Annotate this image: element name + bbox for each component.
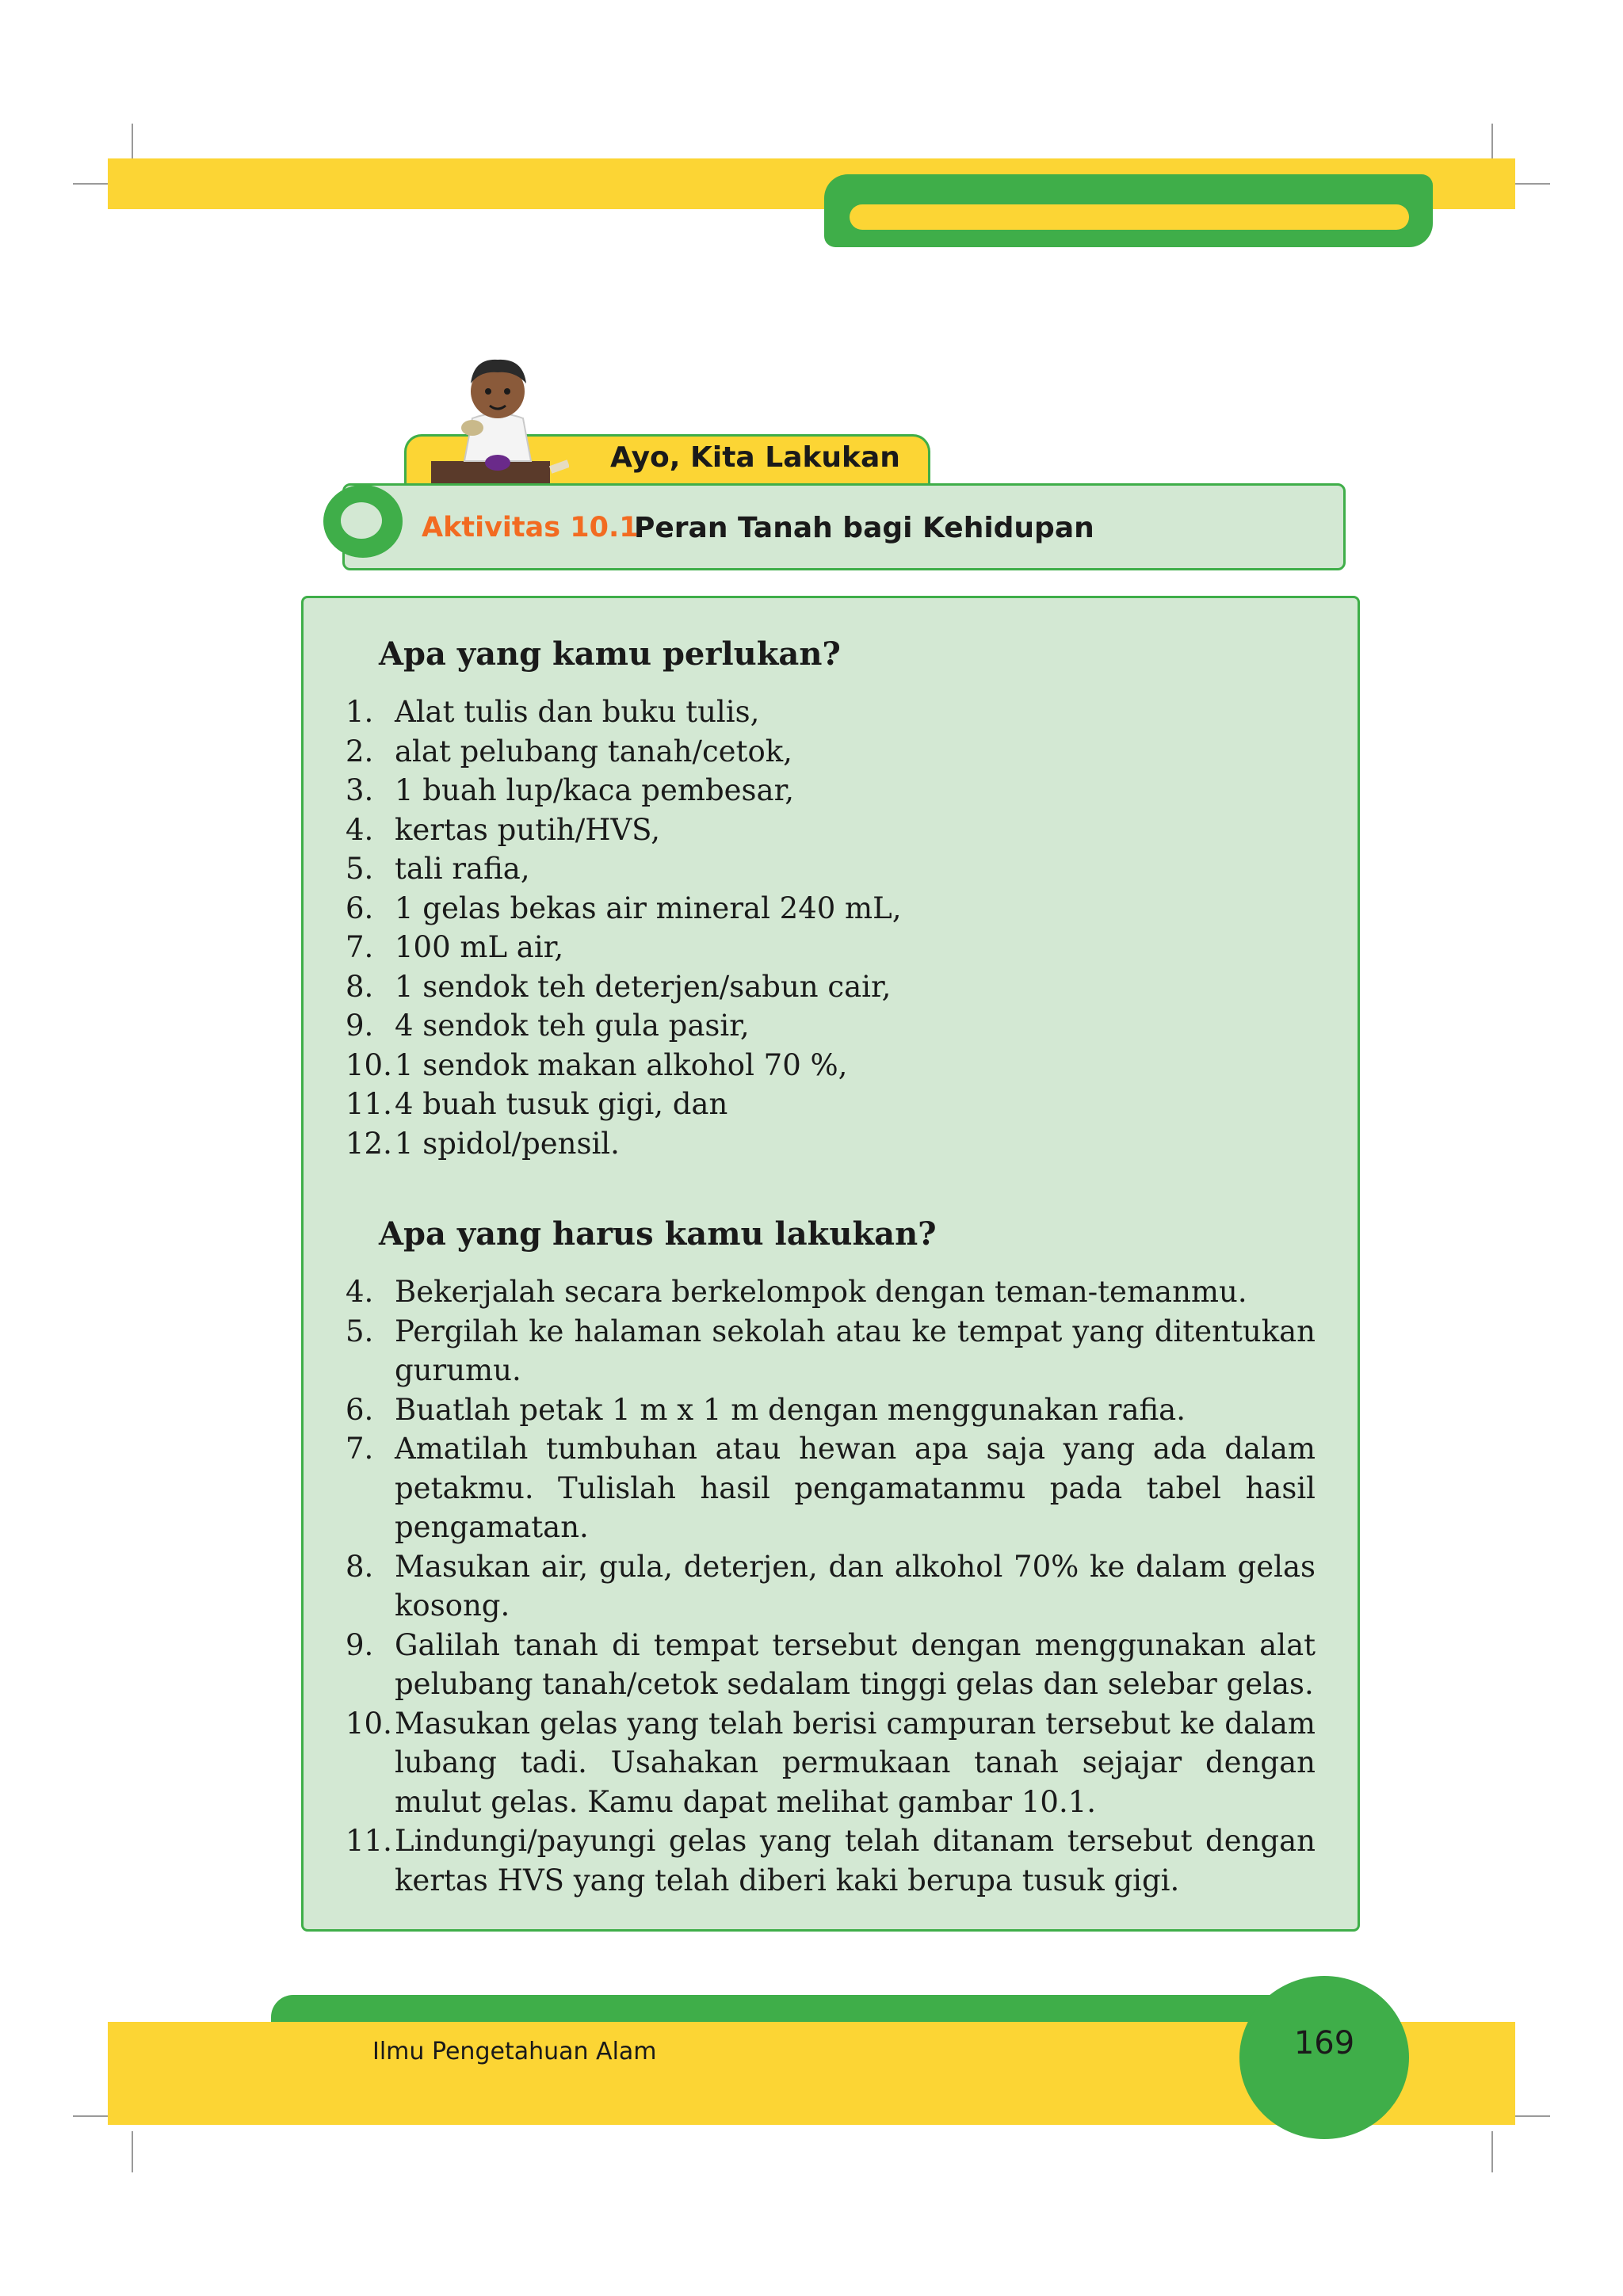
list-item-text: 100 mL air,: [395, 930, 564, 964]
activity-bullet-inner: [341, 502, 382, 539]
list-item: [346, 1821, 1316, 1900]
list-item: [346, 967, 1316, 1007]
list-item-text: Lindungi/payungi gelas yang telah ditanam tersebut dengan kertas HVS yang telah diberi kaki berupa tusuk gigi.: [395, 1824, 1316, 1897]
list-item-number: 9.: [346, 1009, 374, 1043]
list-item-text: 1 spidol/pensil.: [395, 1126, 620, 1161]
list-item-text: Galilah tanah di tempat tersebut dengan menggunakan alat pelubang tanah/cetok sedalam tinggi gelas dan selebar gelas.: [395, 1627, 1316, 1701]
list-item: [346, 1272, 1316, 1312]
list-item-text: 1 gelas bekas air mineral 240 mL,: [395, 891, 902, 925]
steps-list: [346, 1272, 1316, 1900]
list-item-number: 5.: [346, 1314, 374, 1348]
list-item-number: 7.: [346, 1432, 374, 1466]
crop-mark: [1512, 183, 1550, 185]
list-item: [346, 1312, 1316, 1390]
student-illustration: [426, 342, 569, 483]
list-item-text: 1 buah lup/kaca pembesar,: [395, 773, 794, 807]
list-item-number: 4.: [346, 1275, 374, 1309]
needs-list: [346, 692, 1316, 1163]
list-item-number: 6.: [346, 1392, 374, 1427]
list-item: [346, 849, 1316, 889]
activity-title: Peran Tanah bagi Kehidupan: [634, 512, 1094, 544]
crop-mark: [73, 183, 111, 185]
list-item: [346, 1124, 1316, 1164]
list-item-text: 4 sendok teh gula pasir,: [395, 1009, 750, 1043]
list-item: [346, 1085, 1316, 1124]
list-item: [346, 692, 1316, 732]
list-item: [346, 1626, 1316, 1704]
list-item-text: Bekerjalah secara berkelompok dengan teman-temanmu.: [395, 1275, 1247, 1309]
activity-number: Aktivitas 10.1: [422, 512, 639, 543]
list-item-number: 9.: [346, 1627, 374, 1662]
list-item-number: 11.: [346, 1824, 392, 1858]
list-item: [346, 810, 1316, 850]
list-item: [346, 1390, 1316, 1430]
list-item-number: 12.: [346, 1126, 392, 1161]
page-number: 169: [1293, 2025, 1355, 2061]
list-item-text: alat pelubang tanah/cetok,: [395, 734, 792, 769]
list-item: [346, 1704, 1316, 1822]
list-item-number: 10.: [346, 1047, 392, 1082]
list-item-text: Masukan air, gula, deterjen, dan alkohol 70% ke dalam gelas kosong.: [395, 1549, 1316, 1623]
list-item: [346, 1547, 1316, 1626]
list-item-number: 4.: [346, 812, 374, 847]
list-item: [346, 1006, 1316, 1046]
list-item: [346, 889, 1316, 929]
list-item-number: 10.: [346, 1706, 392, 1741]
crop-mark: [132, 2131, 133, 2172]
list-item-number: 3.: [346, 773, 374, 807]
list-item-number: 1.: [346, 695, 374, 729]
list-item: [346, 1429, 1316, 1547]
steps-heading: Apa yang harus kamu lakukan?: [379, 1215, 937, 1253]
crop-mark: [1512, 2115, 1550, 2117]
footer-subject: Ilmu Pengetahuan Alam: [372, 2038, 657, 2065]
list-item-number: 7.: [346, 930, 374, 964]
crop-mark: [1491, 2131, 1493, 2172]
list-item-text: 4 buah tusuk gigi, dan: [395, 1087, 728, 1121]
ayo-label: Ayo, Kita Lakukan: [610, 441, 900, 474]
list-item-text: Buatlah petak 1 m x 1 m dengan menggunakan rafia.: [395, 1392, 1186, 1427]
list-item-text: 1 sendok makan alkohol 70 %,: [395, 1047, 848, 1082]
list-item-text: Pergilah ke halaman sekolah atau ke tempat yang ditentukan gurumu.: [395, 1314, 1316, 1387]
list-item-number: 5.: [346, 852, 374, 886]
list-item-number: 8.: [346, 969, 374, 1004]
list-item: [346, 771, 1316, 810]
list-item-number: 6.: [346, 891, 374, 925]
list-item-text: Alat tulis dan buku tulis,: [395, 695, 760, 729]
list-item-text: kertas putih/HVS,: [395, 812, 660, 847]
list-item-text: Masukan gelas yang telah berisi campuran tersebut ke dalam lubang tadi. Usahakan permukaan tanah sejajar dengan mulut gelas. Kamu dapat melihat gambar 10.1.: [395, 1706, 1316, 1819]
list-item-text: tali rafia,: [395, 852, 530, 886]
list-item-text: 1 sendok teh deterjen/sabun cair,: [395, 969, 892, 1004]
list-item: [346, 732, 1316, 772]
list-item: [346, 1046, 1316, 1085]
header-tab-inner: [850, 204, 1409, 230]
needs-heading: Apa yang kamu perlukan?: [379, 635, 841, 673]
list-item-number: 11.: [346, 1087, 392, 1121]
list-item-number: 8.: [346, 1549, 374, 1584]
crop-mark: [73, 2115, 111, 2117]
list-item-text: Amatilah tumbuhan atau hewan apa saja yang ada dalam petakmu. Tulislah hasil pengamatanmu pada tabel hasil pengamatan.: [395, 1432, 1316, 1544]
list-item: [346, 928, 1316, 967]
list-item-number: 2.: [346, 734, 374, 769]
